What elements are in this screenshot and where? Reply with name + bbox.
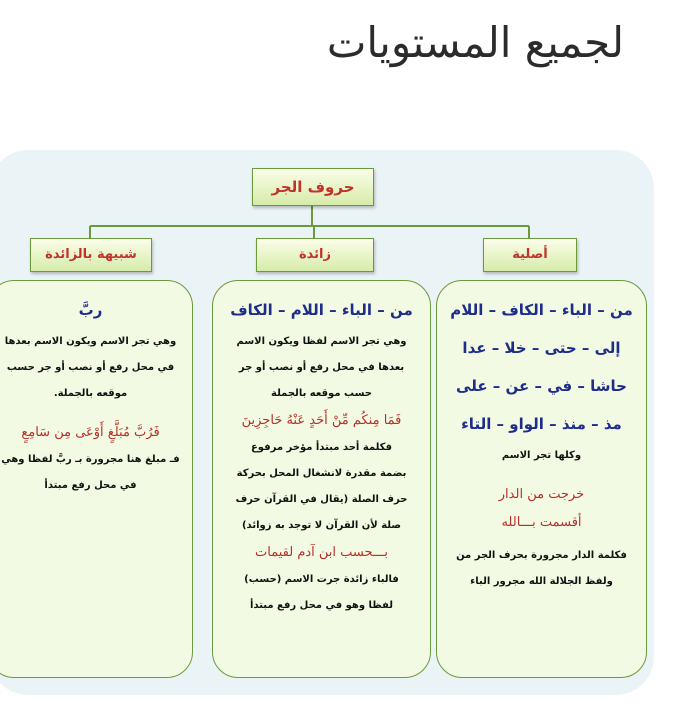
shabiha-desc-3: موقعه بالجملة.: [53, 388, 128, 399]
asli-letters-4: مذ – منذ – الواو – التاء: [461, 415, 622, 433]
zaida-explain-4: صلة لأن القرآن لا توجد به زوائد): [241, 520, 402, 531]
zaida-explain-2: بضمة مقدرة لانشغال المحل بحركة: [236, 468, 407, 479]
shabiha-desc-2: في محل رفع أو نصب أو جر حسب: [6, 362, 175, 373]
column-asli: [436, 280, 647, 678]
zaida-explain-6: لفظا وهو في محل رفع مبتدأ: [250, 600, 393, 611]
zaida-desc-1: وهي تجر الاسم لفظا ويكون الاسم: [236, 336, 407, 347]
asli-rule: وكلها تجر الاسم: [501, 450, 582, 461]
zaida-desc-2: بعدها في محل رفع أو نصب أو جر: [238, 362, 405, 373]
asli-example-2: أقسمت بـــالله: [501, 515, 582, 530]
zaida-explain-5: فالباء زائدة جرت الاسم (حسب): [244, 574, 399, 585]
shabiha-explain-2: في محل رفع مبتدأ: [44, 480, 137, 491]
column-zaida: [212, 280, 431, 678]
asli-example-1: خرجت من الدار: [498, 487, 585, 502]
zaida-quote-1: فَمَا مِنكُم مِّنْ أَحَدٍ عَنْهُ حَاجِزِينَ: [241, 413, 402, 428]
root-node: حروف الجر: [252, 168, 374, 206]
zaida-explain-3: حرف الصلة (يقال في القرآن حرف: [235, 494, 408, 505]
page-title: لجميع المستويات: [326, 18, 624, 67]
shabiha-letter: ربَّ: [78, 301, 103, 319]
shabiha-desc-1: وهي تجر الاسم ويكون الاسم بعدها: [4, 336, 177, 347]
zaida-letters: من – الباء – اللام – الكاف: [230, 301, 413, 319]
asli-letters-3: حاشا – في – عن – على: [456, 377, 627, 395]
shabiha-explain-1: فـ مبلغ هنا مجرورة بـ ربَّ لفظا وهي: [1, 454, 180, 465]
zaida-explain-1: فكلمة أحد مبتدأ مؤخر مرفوع: [250, 442, 393, 453]
zaida-desc-3: حسب موقعه بالجملة: [271, 388, 372, 399]
asli-explain-2: ولفظ الجلالة الله مجرور الباء: [470, 576, 613, 587]
category-shabiha: شبيهة بالزائدة: [30, 238, 152, 272]
shabiha-quote: فَرُبَّ مُبَلَّغٍ أَوْعَى مِن سَامِعٍ: [21, 425, 160, 440]
category-zaida: زائدة: [256, 238, 374, 272]
asli-letters-2: إلى – حتى – خلا – عدا: [462, 339, 621, 357]
asli-explain-1: فكلمة الدار مجرورة بحرف الجر من: [456, 550, 627, 561]
zaida-quote-2: بـــحسب ابن آدم لقيمات: [255, 545, 388, 560]
column-shabiha: [0, 280, 193, 678]
category-asli: أصلية: [483, 238, 577, 272]
asli-letters-1: من – الباء – الكاف – اللام: [450, 301, 633, 319]
